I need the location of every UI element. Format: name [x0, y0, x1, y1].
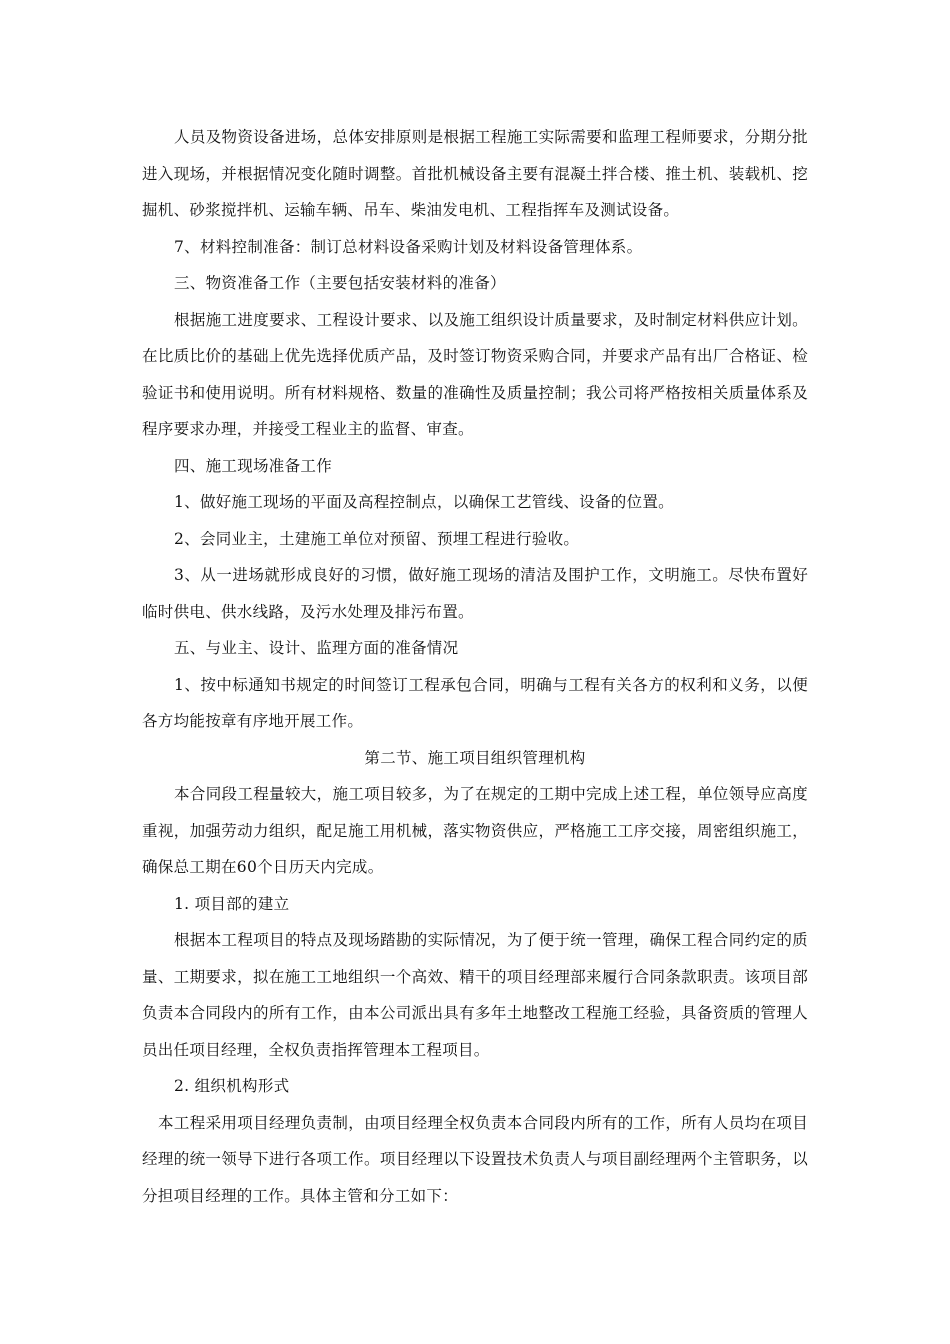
heading-organization-form: 2. 组织机构形式 [174, 1077, 290, 1095]
paragraph-section-intro: 本合同段工程量较大，施工项目较多，为了在规定的工期中完成上述工程，单位领导应高度重视，加强劳动力组织，配足施工用机械，落实物资供应，严格施工工序交接，周密组织施工，确保总工期在60个日历天内完成。 [142, 785, 808, 876]
paragraph-contract-signing: 1、按中标通知书规定的时间签订工程承包合同，明确与工程有关各方的权利和义务，以便各方均能按章有序地开展工作。 [142, 675, 808, 730]
paragraph-material-supply: 根据施工进度要求、工程设计要求、以及施工组织设计质量要求，及时制定材料供应计划。在比质比价的基础上优先选择优质产品，及时签订物资采购合同，并要求产品有出厂合格证、检验证书和使用说明。所有材料规格、数量的准确性及质量控制；我公司将严格按相关质量体系及程序要求办理，并接受工程业主的监督、审查。 [142, 310, 808, 438]
heading-project-department: 1. 项目部的建立 [174, 894, 290, 913]
paragraph-site-item-1: 1、做好施工现场的平面及高程控制点，以确保工艺管线、设备的位置。 [174, 493, 674, 511]
paragraph-organization-form: 本工程采用项目经理负责制，由项目经理全权负责本合同段内所有的工作，所有人员均在项目经理的统一领导下进行各项工作。项目经理以下设置技术负责人与项目副经理两个主管职务，以分担项目经理的工作。具体主管和分工如下： [142, 1113, 808, 1205]
paragraph-site-item-2: 2、会同业主，土建施工单位对预留、预埋工程进行验收。 [174, 529, 580, 548]
section-title: 第二节、施工项目组织管理机构 [364, 748, 586, 767]
document-body [142, 119, 808, 1214]
paragraph-equipment-entry: 人员及物资设备进场，总体安排原则是根据工程施工实际需要和监理工程师要求，分期分批进入现场，并根据情况变化随时调整。首批机械设备主要有混凝土拌合楼、推土机、装载机、挖掘机、砂浆搅拌机、运输车辆、吊车、柴油发电机、工程指挥车及测试设备。 [142, 128, 808, 219]
paragraph-project-department: 根据本工程项目的特点及现场踏勘的实际情况，为了便于统一管理，确保工程合同约定的质量、工期要求，拟在施工工地组织一个高效、精干的项目经理部来履行合同条款职责。该项目部负责本合同段内的所有工作，由本公司派出具有多年土地整改工程施工经验，具备资质的管理人员出任项目经理，全权负责指挥管理本工程项目。 [142, 931, 808, 1059]
heading-material-preparation: 三、物资准备工作（主要包括安装材料的准备） [174, 274, 506, 292]
heading-owner-coordination: 五、与业主、设计、监理方面的准备情况 [174, 639, 459, 657]
paragraph-material-control: 7、材料控制准备：制订总材料设备采购计划及材料设备管理体系。 [174, 237, 643, 256]
paragraph-site-item-3: 3、从一进场就形成良好的习惯，做好施工现场的清洁及围护工作，文明施工。尽快布置好临时供电、供水线路，及污水处理及排污布置。 [142, 566, 808, 621]
heading-site-preparation: 四、施工现场准备工作 [174, 456, 333, 475]
